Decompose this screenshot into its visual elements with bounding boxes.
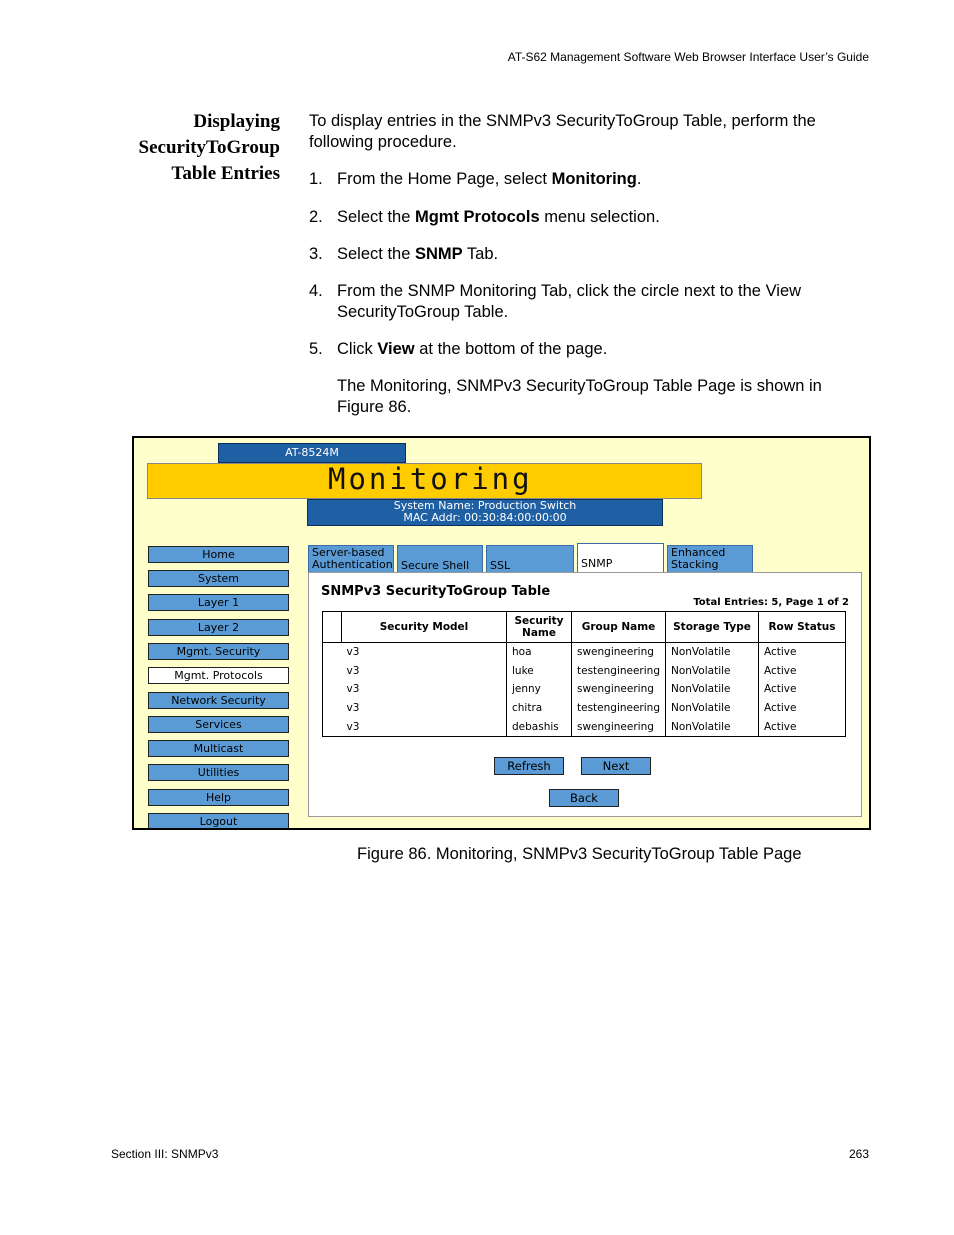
snmp-panel [308,572,862,817]
step-text: From the Home Page, select Monitoring. [337,170,642,188]
section-heading [100,109,280,187]
table-row: v3 debashis swengineering NonVolatile Active [323,717,846,736]
nav-utilities-button[interactable]: Utilities [148,764,289,781]
column-header: Row Status [759,612,846,643]
banner-title: Monitoring [328,462,533,496]
next-button[interactable]: Next [581,757,651,775]
column-header: Storage Type [666,612,759,643]
step-text: Select the SNMP Tab. [337,245,499,263]
intro-paragraph: To display entries in the SNMPv3 SecurityToGroup Table, perform the following procedure. [309,112,816,151]
tab-enhanced-stacking[interactable]: Enhanced Stacking [667,545,753,572]
step-number: 4. [309,282,323,300]
section-heading-line: Table Entries [171,163,280,184]
system-name: System Name: Production Switch [393,499,577,512]
refresh-button[interactable]: Refresh [494,757,564,775]
table-row: v3 chitra testengineering NonVolatile Active [323,699,846,718]
tab-snmp[interactable]: SNMP [577,543,664,574]
page-number: 263 [848,1147,869,1161]
nav-multicast-button[interactable]: Multicast [148,740,289,757]
running-header: AT-S62 Management Software Web Browser Interface User’s Guide [507,50,869,64]
table-row: v3 jenny swengineering NonVolatile Active [323,680,846,699]
figure-caption: Figure 86. Monitoring, SNMPv3 SecurityToGroup Table Page [357,845,802,863]
model-label: AT-8524M [218,443,406,463]
figure-screenshot [132,436,871,830]
footer-section: Section III: SNMPv3 [111,1147,219,1161]
step-number: 1. [309,170,323,188]
step-text: Select the Mgmt Protocols menu selection. [337,208,660,226]
nav-mgmt-protocols-button[interactable]: Mgmt. Protocols [148,667,289,684]
mac-address: MAC Addr: 00:30:84:00:00:00 [403,511,567,524]
page-banner [147,463,702,499]
nav-help-button[interactable]: Help [148,789,289,806]
step-text: From the SNMP Monitoring Tab, click the circle next to the View SecurityToGroup Table. [337,282,802,321]
step-text: Click View at the bottom of the page. [337,340,608,358]
nav-network-security-button[interactable]: Network Security [148,692,289,709]
nav-mgmt-security-button[interactable]: Mgmt. Security [148,643,289,660]
column-header: Security Model [342,612,507,643]
table-row: v3 hoa swengineering NonVolatile Active [323,643,846,662]
step-number: 3. [309,245,323,263]
step-number: 2. [309,208,323,226]
column-header: Group Name [572,612,666,643]
nav-layer1-button[interactable]: Layer 1 [148,594,289,611]
tab-ssl[interactable]: SSL [486,545,574,572]
nav-logout-button[interactable]: Logout [148,813,289,830]
body-text: To display entries in the SNMPv3 SecurityToGroup Table, perform the following procedure. 1. From the Home Page, select Monitoring. 2. Select the Mgmt Protocols menu selection. 3. Select the SNMP Tab. 4. From the SNMP Monitoring Tab, click the circle next to the View SecurityToGroup Table. 5. Click View at the bottom of the page. The Monitoring, SNMPv3 SecurityToGroup Table Page is shown in Figure 86. [309,111,854,153]
column-header: Security Name [507,612,572,643]
nav-system-button[interactable]: System [148,570,289,587]
step-number: 5. [309,340,323,358]
nav-home-button[interactable]: Home [148,546,289,563]
nav-services-button[interactable]: Services [148,716,289,733]
tab-secure-shell[interactable]: Secure Shell [397,545,483,572]
table-header-row [323,612,846,643]
nav-layer2-button[interactable]: Layer 2 [148,619,289,636]
system-info [307,499,663,526]
total-entries: Total Entries: 5, Page 1 of 2 [693,597,849,608]
table-row: v3 luke testengineering NonVolatile Active [323,662,846,681]
section-heading-line: SecurityToGroup [138,137,280,158]
section-heading-line: Displaying [193,111,280,132]
back-button[interactable]: Back [549,789,619,807]
tab-server-based-authentication[interactable]: Server-based Authentication [308,545,394,572]
security-to-group-table [322,611,846,737]
panel-title: SNMPv3 SecurityToGroup Table [321,584,551,599]
